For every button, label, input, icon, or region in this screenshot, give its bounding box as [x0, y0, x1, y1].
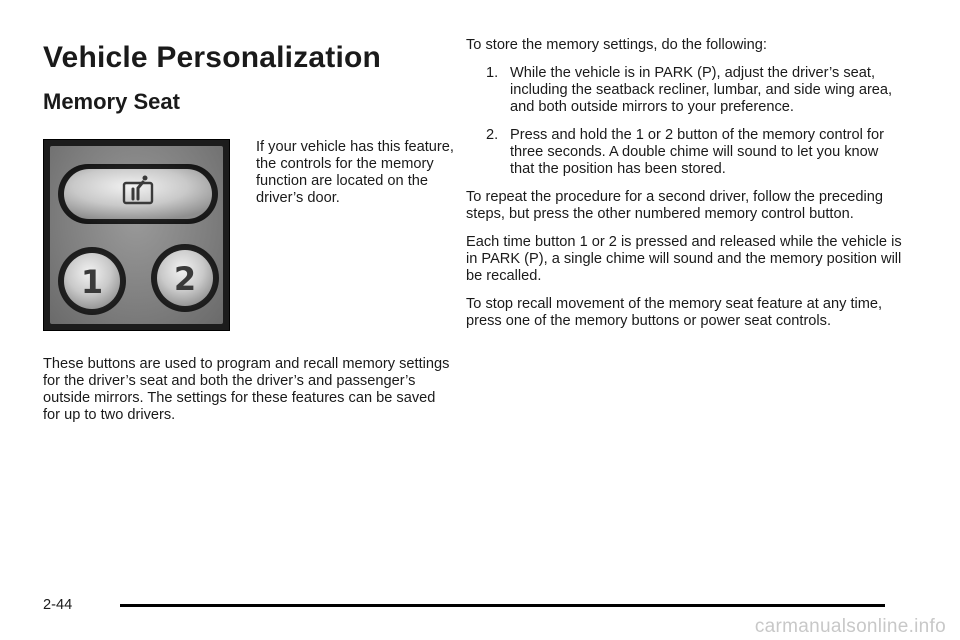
figure-caption: If your vehicle has this feature, the controls for the memory function are located on the driver’s door. — [256, 139, 454, 206]
button-1-label: 1 — [80, 263, 104, 301]
intro-paragraph: These buttons are used to program and recall memory settings for the driver’s seat and both the driver’s and passenger’s outside mirrors. The settings for these features can be saved for up to two drivers. — [43, 356, 450, 423]
step-text: While the vehicle is in PARK (P), adjust the driver’s seat, including the seatback recliner, lumbar, and side wing area, and both outside mirrors to your preference. — [510, 65, 893, 115]
button-2-label: 2 — [173, 260, 197, 298]
list-item — [466, 127, 906, 178]
section-title: Memory Seat — [43, 89, 180, 114]
recall-paragraph: Each time button 1 or 2 is pressed and released while the vehicle is in PARK (P), a single chime will sound and the memory position will be recalled. — [466, 234, 902, 284]
step-number: 1. — [486, 65, 499, 81]
second-driver-paragraph: To repeat the procedure for a second driver, follow the preceding steps, but press the other numbered memory control button. — [466, 189, 883, 222]
step-number: 2. — [486, 127, 499, 143]
door-panel-surface — [50, 146, 223, 324]
memory-controls-figure — [43, 139, 230, 331]
store-steps-list — [466, 65, 906, 178]
watermark: carmanualsonline.info — [754, 616, 946, 637]
store-intro: To store the memory settings, do the following: — [466, 37, 767, 53]
page-number: 2-44 — [43, 597, 73, 613]
right-column — [466, 37, 906, 341]
footer-rule — [120, 604, 885, 607]
step-text: Press and hold the 1 or 2 button of the memory control for three seconds. A double chime will sound to let you know that the position has been stored. — [510, 127, 884, 177]
stop-recall-paragraph: To stop recall movement of the memory seat feature at any time, press one of the memory buttons or power seat controls. — [466, 296, 883, 329]
page-title: Vehicle Personalization — [43, 41, 382, 74]
memory-buttons-illustration — [50, 146, 225, 326]
list-item — [466, 65, 906, 116]
